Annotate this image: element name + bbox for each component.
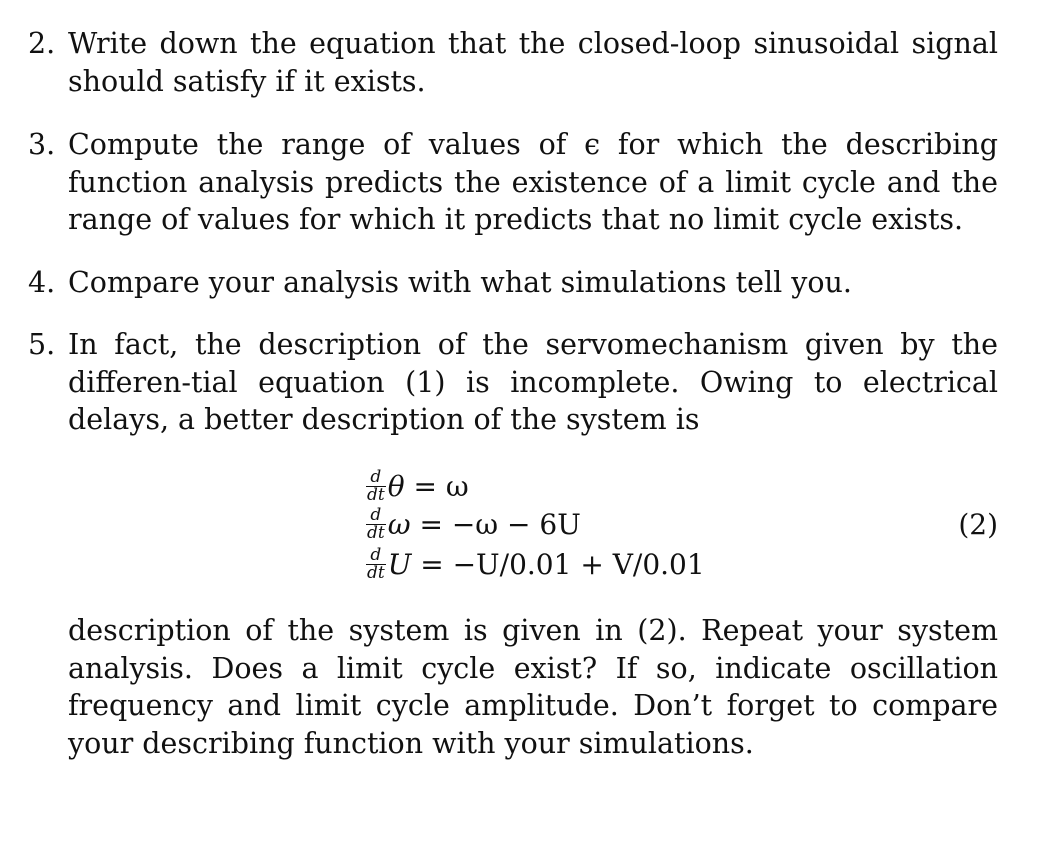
equation-line	[366, 468, 469, 506]
derivative-operator: $\frac{d}{dt}$	[367, 467, 385, 505]
list-item-text: Compare your analysis with what simulations tell you.	[68, 266, 852, 299]
equation-line	[366, 546, 705, 584]
equation-system	[366, 468, 1006, 584]
list-item-text: Compute the range of values of ϵ for which the describing function analysis predicts the existence of a limit cycle and the range of values for which it predicts that no limit cycle exists.	[68, 128, 998, 236]
derivative-operator: $\frac{d}{dt}$	[367, 505, 385, 543]
list-item-text: In fact, the description of the servomechanism given by the differen-tial equation (1) is incomplete. Owing to electrical delays, a better description of the system is	[68, 328, 998, 436]
equation-variable: U	[387, 548, 412, 581]
list-item-number: 3.	[28, 128, 56, 161]
equation-rhs: = −ω − 6U	[410, 508, 581, 541]
equation-rhs: = −U/0.01 + V/0.01	[411, 548, 705, 581]
equation-rhs: = ω	[404, 470, 469, 503]
list-item-text: Write down the equation that the closed-loop sinusoidal signal should satisfy if it exists.	[68, 27, 998, 98]
derivative-operator: $\frac{d}{dt}$	[367, 545, 385, 583]
list-item-number: 2.	[28, 27, 56, 60]
list-item-4	[28, 264, 998, 302]
list-item-5	[28, 326, 998, 439]
equation-variable: ω	[387, 508, 411, 541]
equation-number: (2)	[958, 508, 998, 541]
list-item-2	[28, 25, 998, 100]
body-paragraph: description of the system is given in (2). Repeat your system analysis. Does a limit cycle exist? If so, indicate oscillation frequency and limit cycle amplitude. Don’t forget to compare your describing function with your simulations.	[68, 614, 998, 760]
list-item-3	[28, 126, 998, 239]
equation-line	[366, 506, 581, 544]
list-item-number: 4.	[28, 266, 56, 299]
list-item-number: 5.	[28, 328, 56, 361]
equation-variable: θ	[387, 470, 405, 503]
